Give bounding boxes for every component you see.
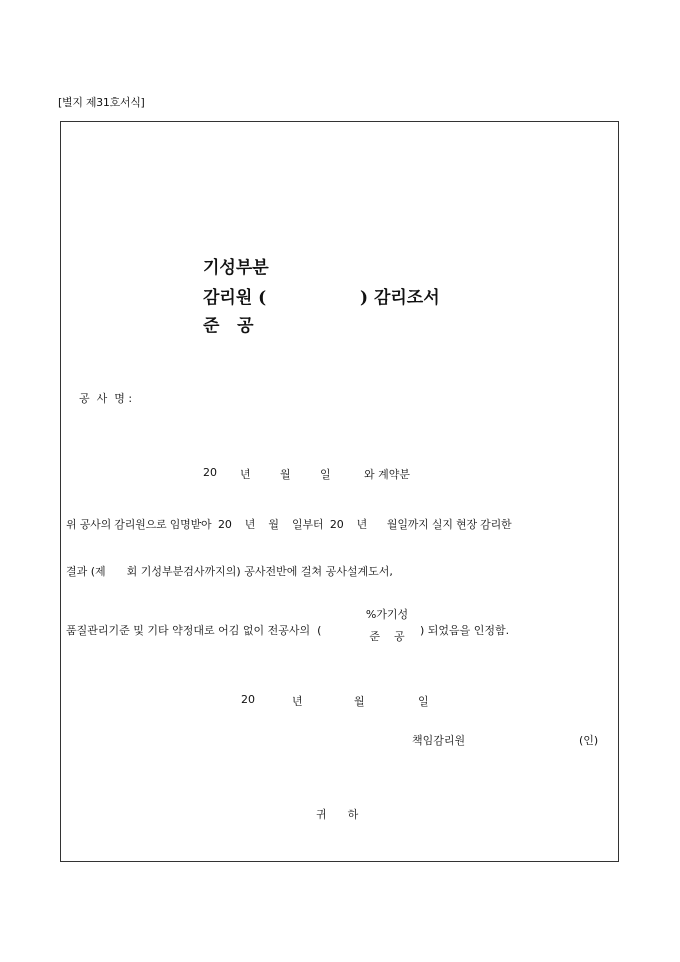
date-year: 20: [241, 693, 255, 706]
title-line-partial-completion: 기성부분: [203, 258, 269, 278]
seal-mark: (인): [579, 734, 599, 747]
signer-title: 책임감리원: [412, 734, 466, 747]
title-line-supervisor-left: 감리원 (: [203, 288, 267, 308]
completion-option: 준 공: [369, 630, 405, 643]
contract-year: 20: [203, 466, 217, 479]
partial-percent-option: %가기성: [365, 608, 409, 621]
contract-year-unit: 년: [240, 468, 251, 481]
title-line-completion: 준 공: [203, 316, 254, 336]
project-name-label: 공 사 명 :: [79, 392, 133, 405]
contract-day-unit: 일: [320, 468, 331, 481]
body-line-appointment: 위 공사의 감리원으로 임명받아 20 년 월 일부터 20 년 월일까지 실지 현장 감리한: [66, 518, 512, 531]
body-line-quality-left: 품질관리기준 및 기타 약정대로 어김 없이 전공사의 (: [66, 624, 322, 637]
completion-type-choice: [362, 604, 412, 648]
title-line-supervision-report: ) 감리조서: [360, 288, 440, 308]
contract-suffix: 와 계약분: [364, 468, 411, 481]
document-frame: [60, 121, 619, 862]
date-month-unit: 월: [354, 695, 365, 708]
form-number-label: [별지 제31호서식]: [58, 96, 145, 109]
addressee-label: 귀 하: [316, 808, 359, 821]
date-day-unit: 일: [418, 695, 429, 708]
date-year-unit: 년: [292, 695, 303, 708]
body-line-result: 결과 (제 회 기성부분검사까지의) 공사전반에 걸쳐 공사설계도서,: [66, 565, 393, 578]
body-line-quality-right: ) 되었음을 인정함.: [420, 624, 510, 637]
contract-month-unit: 월: [280, 468, 291, 481]
